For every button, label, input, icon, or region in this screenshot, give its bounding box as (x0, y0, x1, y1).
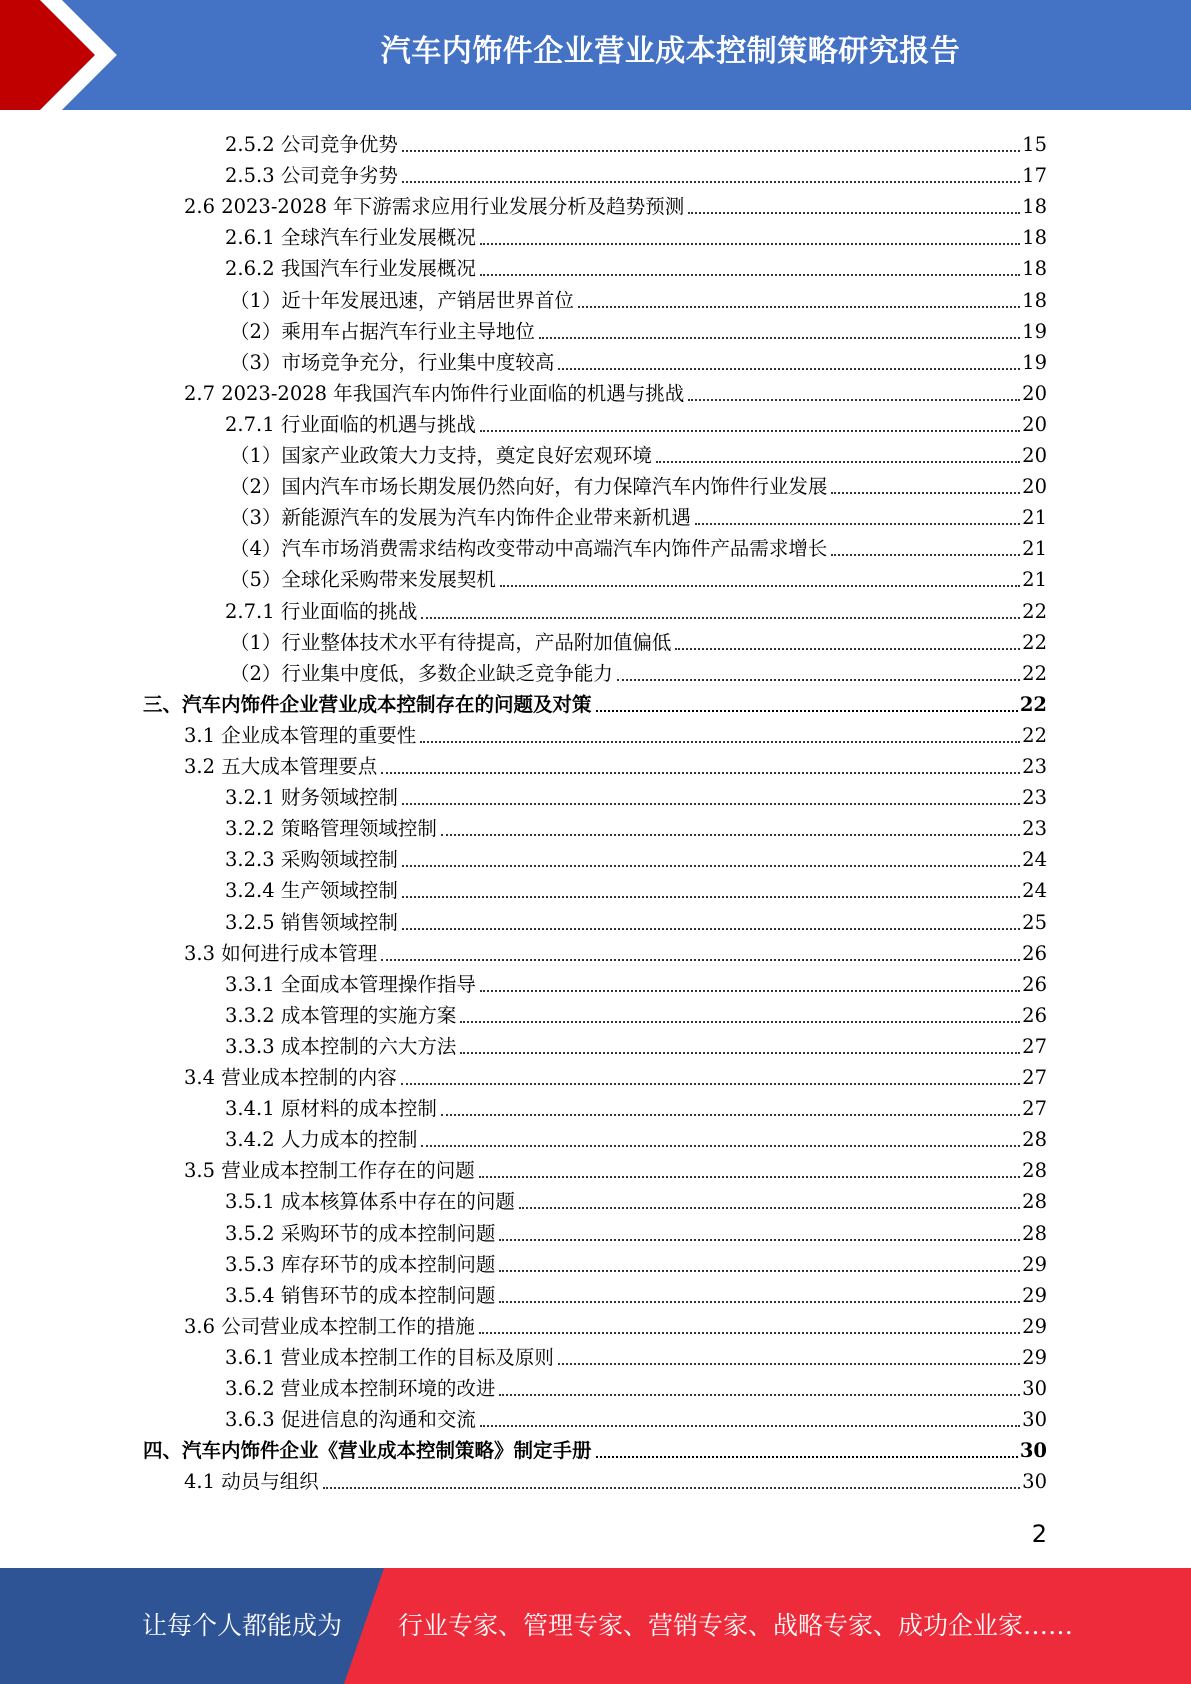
toc-entry-label: 3.3.3 成本控制的六大方法 (225, 1034, 457, 1058)
toc-entry-page: 26 (1022, 941, 1047, 965)
toc-dot-leader (402, 865, 1020, 867)
toc-entry[interactable] (225, 250, 1047, 281)
toc-dot-leader (402, 928, 1020, 930)
toc-dot-leader (499, 1301, 1020, 1303)
toc-entry-label: 3.4 营业成本控制的内容 (184, 1066, 397, 1089)
toc-entry-label: 2.6.1 全球汽车行业发展概况 (225, 226, 476, 250)
toc-entry-page: 26 (1022, 972, 1047, 996)
toc-entry-page: 22 (1022, 599, 1047, 623)
toc-entry-label: （3）市场竞争充分，行业集中度较高 (230, 350, 555, 374)
toc-entry-label: （1）近十年发展迅速，产销居世界首位 (230, 288, 574, 312)
toc-entry-page: 21 (1022, 568, 1047, 592)
toc-entry-page: 20 (1022, 475, 1047, 499)
toc-entry-label: 3.3.1 全面成本管理操作指导 (225, 972, 476, 996)
toc-entry[interactable] (230, 313, 1047, 344)
toc-dot-leader (402, 896, 1020, 898)
toc-dot-leader (480, 274, 1020, 276)
toc-dot-leader (441, 1114, 1020, 1116)
toc-entry[interactable] (184, 1059, 1047, 1090)
toc-entry-page: 18 (1022, 288, 1047, 312)
toc-entry-label: 4.1 动员与组织 (184, 1470, 319, 1494)
toc-entry-label: 3.2.4 生产领域控制 (225, 879, 398, 903)
toc-dot-leader (578, 306, 1020, 308)
toc-entry-label: （5）全球化采购带来发展契机 (230, 568, 496, 592)
toc-entry[interactable] (230, 530, 1047, 561)
toc-entry-page: 21 (1022, 506, 1047, 530)
toc-dot-leader (499, 1270, 1020, 1272)
toc-entry-label: 3.5.3 库存环节的成本控制问题 (225, 1252, 496, 1276)
toc-entry[interactable] (225, 1339, 1047, 1370)
toc-entry[interactable] (225, 1090, 1047, 1121)
toc-entry[interactable] (184, 717, 1047, 748)
toc-dot-leader (479, 1176, 1020, 1178)
toc-entry-page: 28 (1022, 1128, 1047, 1152)
toc-entry-label: 三、汽车内饰件企业营业成本控制存在的问题及对策 (143, 692, 592, 716)
toc-entry-label: 3.6.3 促进信息的沟通和交流 (225, 1408, 476, 1432)
toc-entry-page: 22 (1022, 630, 1047, 654)
toc-entry[interactable] (184, 1152, 1047, 1183)
footer-slogan-right: 行业专家、管理专家、营销专家、战略专家、成功企业家…… (398, 1611, 1074, 1640)
toc-dot-leader (421, 617, 1020, 619)
page-header (0, 0, 1191, 110)
toc-entry[interactable] (184, 1308, 1047, 1339)
toc-dot-leader (480, 243, 1020, 245)
toc-dot-leader (688, 399, 1020, 401)
toc-entry-page: 20 (1022, 412, 1047, 436)
toc-dot-leader (441, 834, 1020, 836)
toc-entry-page: 28 (1022, 1190, 1047, 1214)
toc-entry-page: 17 (1022, 164, 1047, 188)
toc-entry-label: 2.6 2023-2028 年下游需求应用行业发展分析及趋势预测 (184, 195, 685, 219)
toc-entry-page: 30 (1022, 1408, 1047, 1432)
toc-entry[interactable] (184, 375, 1047, 406)
toc-entry-page: 28 (1022, 1159, 1047, 1183)
toc-entry-page: 30 (1022, 1470, 1047, 1494)
toc-entry-page: 27 (1022, 1034, 1047, 1058)
toc-entry-page: 26 (1022, 1003, 1047, 1027)
page-footer (0, 1568, 1191, 1684)
toc-entry[interactable] (230, 624, 1047, 655)
toc-dot-leader (480, 430, 1020, 432)
toc-entry-page: 22 (1022, 723, 1047, 747)
toc-dot-leader (558, 368, 1020, 370)
toc-entry-label: 3.6 公司营业成本控制工作的措施 (184, 1314, 475, 1338)
toc-dot-leader (656, 461, 1020, 463)
toc-entry-page: 19 (1022, 319, 1047, 343)
page-number: 2 (1031, 1520, 1047, 1548)
document-title: 汽车内饰件企业营业成本控制策略研究报告 (380, 34, 961, 69)
toc-entry-page: 30 (1019, 1439, 1047, 1463)
toc-entry-page: 22 (1019, 692, 1047, 716)
toc-entry[interactable] (225, 810, 1047, 841)
toc-entry-page: 18 (1022, 226, 1047, 250)
toc-entry-page: 30 (1022, 1377, 1047, 1400)
toc-entry[interactable] (225, 126, 1047, 157)
toc-dot-leader (499, 1394, 1020, 1396)
toc-entry-page: 21 (1022, 537, 1047, 561)
toc-entry[interactable] (225, 997, 1047, 1028)
toc-entry-label: 2.5.2 公司竞争优势 (225, 133, 398, 156)
toc-entry-page: 29 (1022, 1252, 1047, 1276)
toc-entry[interactable] (184, 1463, 1047, 1494)
toc-dot-leader (401, 1083, 1020, 1085)
toc-entry[interactable] (230, 499, 1047, 530)
toc-entry-page: 28 (1022, 1221, 1047, 1245)
toc-entry[interactable] (225, 841, 1047, 872)
toc-entry[interactable] (225, 1401, 1047, 1432)
toc-entry-label: （4）汽车市场消费需求结构改变带动中高端汽车内饰件产品需求增长 (230, 537, 828, 561)
toc-entry-label: 3.3.2 成本管理的实施方案 (225, 1003, 457, 1027)
toc-entry[interactable] (225, 406, 1047, 437)
toc-dot-leader (480, 1425, 1020, 1427)
toc-dot-leader (617, 679, 1020, 681)
toc-entry[interactable] (184, 748, 1047, 779)
toc-entry-label: （3）新能源汽车的发展为汽车内饰件企业带来新机遇 (230, 506, 691, 530)
toc-entry-label: （2）乘用车占据汽车行业主导地位 (230, 319, 535, 343)
toc-entry[interactable] (225, 904, 1047, 935)
toc-entry[interactable] (143, 1432, 1047, 1463)
toc-entry-label: 3.2.1 财务领域控制 (225, 786, 398, 810)
toc-entry-page: 20 (1022, 444, 1047, 467)
toc-entry-label: （2）国内汽车市场长期发展仍然向好，有力保障汽车内饰件行业发展 (230, 475, 828, 499)
toc-dot-leader (596, 1456, 1018, 1458)
toc-entry-page: 15 (1022, 133, 1047, 156)
toc-entry-label: 3.2.5 销售领域控制 (225, 910, 398, 934)
toc-entry-label: 2.5.3 公司竞争劣势 (225, 164, 398, 188)
toc-entry[interactable] (230, 561, 1047, 592)
toc-dot-leader (381, 772, 1020, 774)
toc-entry-page: 29 (1022, 1283, 1047, 1307)
toc-dot-leader (596, 710, 1018, 712)
toc-dot-leader (499, 1239, 1020, 1241)
toc-dot-leader (479, 1332, 1020, 1334)
toc-entry[interactable] (225, 1277, 1047, 1308)
toc-entry-label: （1）行业整体技术水平有待提高，产品附加值偏低 (230, 630, 672, 654)
toc-entry-page: 24 (1022, 879, 1047, 903)
toc-entry[interactable] (225, 872, 1047, 903)
toc-entry-page: 19 (1022, 350, 1047, 374)
toc-entry-page: 18 (1022, 257, 1047, 281)
toc-dot-leader (688, 212, 1020, 214)
toc-entry-label: 3.5.2 采购环节的成本控制问题 (225, 1221, 496, 1245)
toc-entry-label: 2.7.1 行业面临的机遇与挑战 (225, 412, 476, 436)
toc-entry-label: 2.7 2023-2028 年我国汽车内饰件行业面临的机遇与挑战 (184, 381, 685, 405)
toc-dot-leader (402, 803, 1020, 805)
toc-entry[interactable] (230, 437, 1047, 468)
toc-dot-leader (539, 337, 1020, 339)
toc-dot-leader (323, 1487, 1020, 1489)
toc-entry-page: 23 (1022, 755, 1047, 778)
toc-dot-leader (402, 181, 1020, 183)
header-arrow-decoration (0, 0, 150, 110)
toc-entry[interactable] (225, 1370, 1047, 1401)
toc-dot-leader (675, 648, 1020, 650)
toc-entry[interactable] (225, 1121, 1047, 1152)
toc-entry-page: 22 (1022, 661, 1047, 685)
toc-entry-label: 3.2 五大成本管理要点 (184, 755, 378, 778)
toc-entry[interactable] (230, 655, 1047, 686)
toc-entry-label: 3.4.1 原材料的成本控制 (225, 1097, 437, 1121)
toc-entry-page: 24 (1022, 848, 1047, 872)
footer-slogan-left: 让每个人都能成为 (142, 1611, 343, 1640)
toc-dot-leader (402, 150, 1020, 152)
toc-entry-label: 3.4.2 人力成本的控制 (225, 1128, 418, 1152)
toc-entry-page: 20 (1022, 381, 1047, 405)
toc-entry[interactable] (143, 686, 1047, 717)
toc-entry[interactable] (225, 157, 1047, 188)
toc-entry-label: 3.1 企业成本管理的重要性 (184, 723, 417, 747)
toc-entry-page: 29 (1022, 1345, 1047, 1369)
toc-entry-label: 3.6.2 营业成本控制环境的改进 (225, 1377, 496, 1400)
toc-entry[interactable] (230, 468, 1047, 499)
toc-entry-page: 23 (1022, 786, 1047, 810)
toc-dot-leader (480, 990, 1020, 992)
toc-entry[interactable] (225, 779, 1047, 810)
toc-entry-page: 29 (1022, 1314, 1047, 1338)
toc-entry-page: 27 (1022, 1097, 1047, 1121)
toc-entry[interactable] (225, 1246, 1047, 1277)
toc-entry-label: 3.5.1 成本核算体系中存在的问题 (225, 1190, 515, 1214)
toc-entry[interactable] (225, 966, 1047, 997)
toc-entry-label: 四、汽车内饰件企业《营业成本控制策略》制定手册 (143, 1439, 592, 1463)
toc-entry[interactable] (184, 935, 1047, 966)
toc-entry[interactable] (225, 1183, 1047, 1214)
toc-entry[interactable] (225, 1215, 1047, 1246)
toc-dot-leader (519, 1207, 1020, 1209)
toc-entry-label: 3.2.3 采购领域控制 (225, 848, 398, 872)
toc-dot-leader (831, 492, 1020, 494)
toc-entry-label: 2.6.2 我国汽车行业发展概况 (225, 257, 476, 281)
toc-entry[interactable] (230, 344, 1047, 375)
toc-dot-leader (695, 523, 1020, 525)
toc-dot-leader (460, 1021, 1020, 1023)
toc-entry[interactable] (230, 282, 1047, 313)
toc-dot-leader (831, 554, 1020, 556)
toc-entry[interactable] (184, 188, 1047, 219)
toc-dot-leader (460, 1052, 1020, 1054)
toc-entry[interactable] (225, 219, 1047, 250)
toc-entry-page: 25 (1022, 910, 1047, 934)
toc-entry-page: 23 (1022, 817, 1047, 841)
toc-entry-label: 3.6.1 营业成本控制工作的目标及原则 (225, 1345, 554, 1369)
toc-dot-leader (381, 959, 1020, 961)
toc-entry-label: 2.7.1 行业面临的挑战 (225, 599, 418, 623)
toc-dot-leader (420, 741, 1020, 743)
toc-dot-leader (421, 1145, 1020, 1147)
toc-dot-leader (558, 1363, 1020, 1365)
toc-entry[interactable] (225, 593, 1047, 624)
toc-entry-label: 3.2.2 策略管理领域控制 (225, 817, 437, 841)
toc-entry-label: 3.5.4 销售环节的成本控制问题 (225, 1283, 496, 1307)
toc-entry-page: 18 (1022, 195, 1047, 219)
toc-entry-label: 3.3 如何进行成本管理 (184, 941, 378, 965)
toc-entry-label: 3.5 营业成本控制工作存在的问题 (184, 1159, 475, 1183)
toc-entry-label: （1）国家产业政策大力支持，奠定良好宏观环境 (230, 444, 652, 467)
toc-entry-page: 27 (1022, 1066, 1047, 1089)
toc-entry[interactable] (225, 1028, 1047, 1059)
toc-entry-label: （2）行业集中度低，多数企业缺乏竞争能力 (230, 661, 613, 685)
toc-dot-leader (500, 585, 1020, 587)
